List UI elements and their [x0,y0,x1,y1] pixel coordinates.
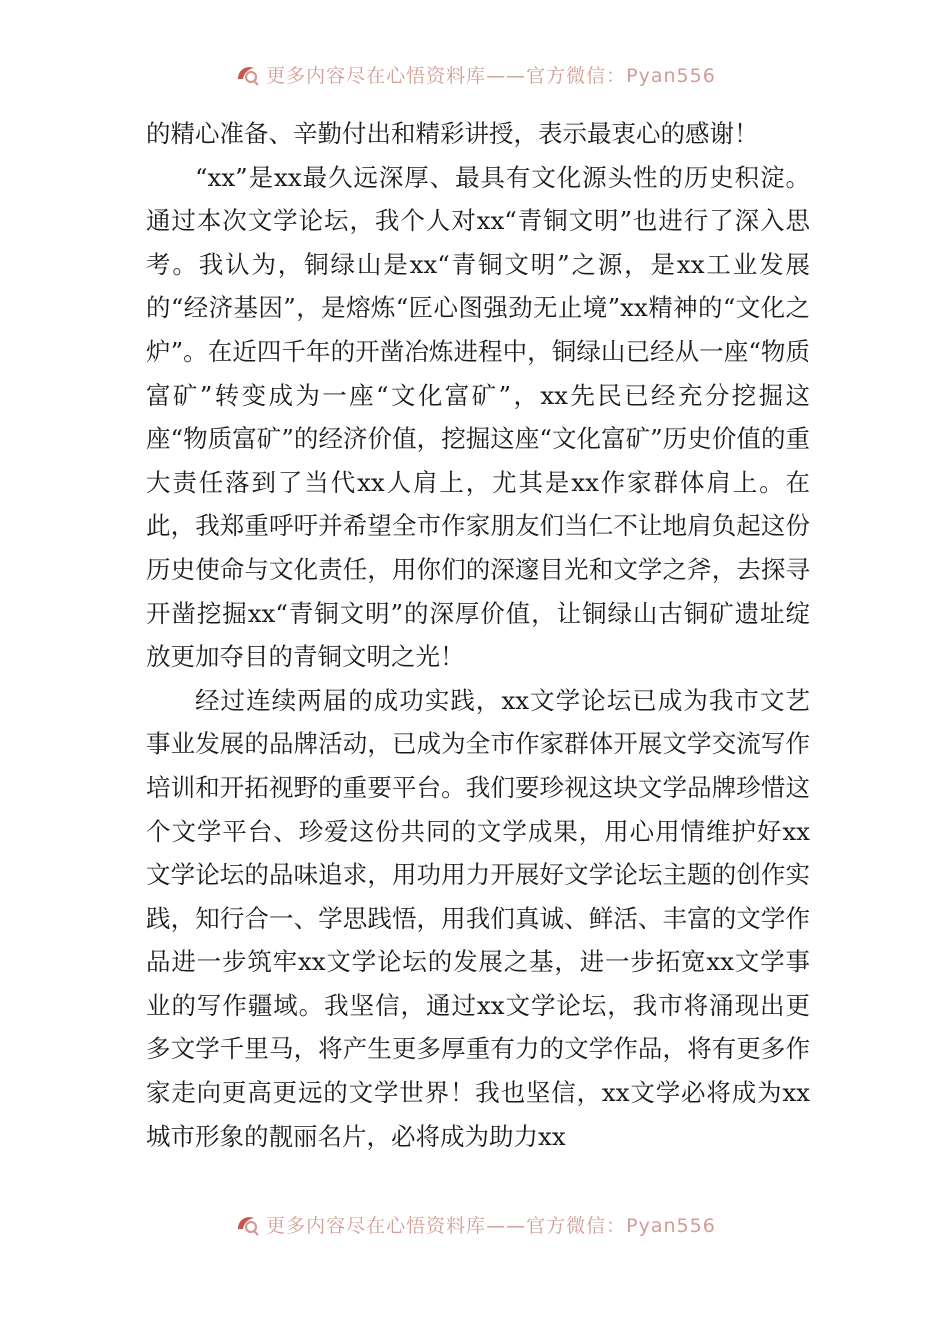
paragraph-2: “xx”是xx最久远深厚、最具有文化源头性的历史积淀。通过本次文学论坛，我个人对xx“青铜文明”也进行了深入思考。我认为，铜绿山是xx“青铜文明”之源，是xx工业发展的“经济基因”，是熔炼“匠心图强劲无止境”xx精神的“文化之炉”。在近四千年的开凿冶炼进程中，铜绿山已经从一座“物质富矿”转变成为一座“文化富矿”，xx先民已经充分挖掘这座“物质富矿”的经济价值，挖掘这座“文化富矿”历史价值的重大责任落到了当代xx人肩上，尤其是xx作家群体肩上。在此，我郑重呼吁并希望全市作家朋友们当仁不让地肩负起这份历史使命与文化责任，用你们的深邃目光和文学之斧，去探寻开凿挖掘xx“青铜文明”的深厚价值，让铜绿山古铜矿遗址绽放更加夺目的青铜文明之光！ [146,162,810,672]
watermark-text: 更多内容尽在心悟资料库——官方微信：Pyan556 [266,64,716,87]
watermark-header [0,58,950,90]
watermark-text: 更多内容尽在心悟资料库——官方微信：Pyan556 [266,1214,716,1237]
watermark-footer [0,1208,950,1240]
paragraph-1: 的精心准备、辛勤付出和精彩讲授，表示最衷心的感谢！ [146,119,759,148]
paragraph-3: 经过连续两届的成功实践，xx文学论坛已成为我市文艺事业发展的品牌活动，已成为全市作家群体开展文学交流写作培训和开拓视野的重要平台。我们要珍视这块文学品牌珍惜这个文学平台、珍爱这份共同的文学成果，用心用情维护好xx文学论坛的品味追求，用功用力开展好文学论坛主题的创作实践，知行合一、学思践悟，用我们真诚、鲜活、丰富的文学作品进一步筑牢xx文学论坛的发展之基，进一步拓宽xx文学事业的写作疆域。我坚信，通过xx文学论坛，我市将涌现出更多文学千里马，将产生更多厚重有力的文学作品，将有更多作家走向更高更远的文学世界！我也坚信，xx文学必将成为xx城市形象的靓丽名片，必将成为助力xx [146,685,810,1151]
document-body [146,112,810,1158]
watermark-logo-icon [234,61,260,87]
watermark-logo-icon [234,1211,260,1237]
